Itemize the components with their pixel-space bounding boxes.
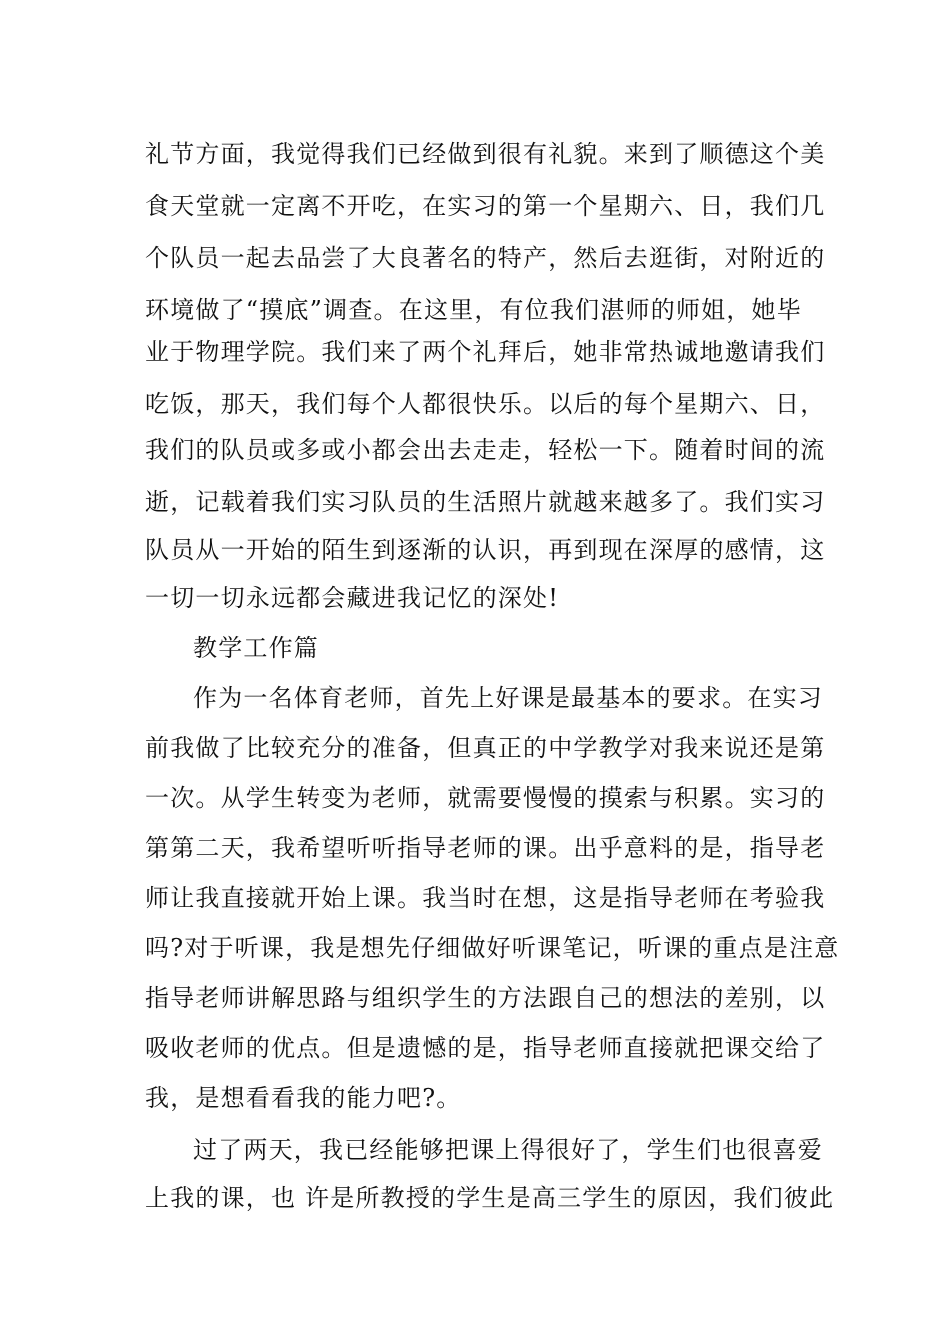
paragraph-line: 礼节方面，我觉得我们已经做到很有礼貌。来到了顺德这个美 — [145, 140, 826, 168]
paragraph-line: 一次。从学生转变为老师，就需要慢慢的摸索与积累。实习的 — [145, 784, 826, 812]
paragraph-line: 吸收老师的优点。但是遗憾的是，指导老师直接就把课交给了 — [145, 1034, 826, 1062]
paragraph-line: 食天堂就一定离不开吃，在实习的第一个星期六、日，我们几 — [145, 192, 826, 220]
paragraph-line: 逝，记载着我们实习队员的生活照片就越来越多了。我们实习 — [145, 488, 826, 516]
paragraph-line: 我，是想看看我的能力吧?。 — [145, 1084, 462, 1112]
paragraph-line: 上我的课，也 许是所教授的学生是高三学生的原因，我们彼此 — [145, 1184, 835, 1212]
paragraph-line: 队员从一开始的陌生到逐渐的认识，再到现在深厚的感情，这 — [145, 536, 826, 564]
paragraph-line: 吗?对于听课，我是想先仔细做好听课笔记，听课的重点是注意 — [145, 934, 840, 962]
paragraph-line: 前我做了比较充分的准备，但真正的中学教学对我来说还是第 — [145, 734, 826, 762]
paragraph-line: 个队员一起去品尝了大良著名的特产，然后去逛街，对附近的 — [145, 244, 826, 272]
section-heading: 教学工作篇 — [193, 634, 319, 662]
paragraph-line: 环境做了“摸底”调查。在这里，有位我们湛师的师姐，她毕 — [145, 296, 802, 324]
paragraph-line: 指导老师讲解思路与组织学生的方法跟自己的想法的差别，以 — [145, 984, 826, 1012]
paragraph-line: 一切一切永远都会藏进我记忆的深处! — [145, 584, 560, 612]
paragraph-line: 我们的队员或多或小都会出去走走，轻松一下。随着时间的流 — [145, 436, 826, 464]
paragraph-line: 吃饭，那天，我们每个人都很快乐。以后的每个星期六、日， — [145, 390, 826, 418]
paragraph-line: 作为一名体育老师，首先上好课是最基本的要求。在实习 — [193, 684, 823, 712]
paragraph-line: 第第二天，我希望听听指导老师的课。出乎意料的是，指导老 — [145, 834, 826, 862]
paragraph-line: 过了两天，我已经能够把课上得很好了，学生们也很喜爱 — [193, 1136, 823, 1164]
paragraph-line: 师让我直接就开始上课。我当时在想，这是指导老师在考验我 — [145, 884, 826, 912]
paragraph-line: 业于物理学院。我们来了两个礼拜后，她非常热诚地邀请我们 — [145, 338, 826, 366]
